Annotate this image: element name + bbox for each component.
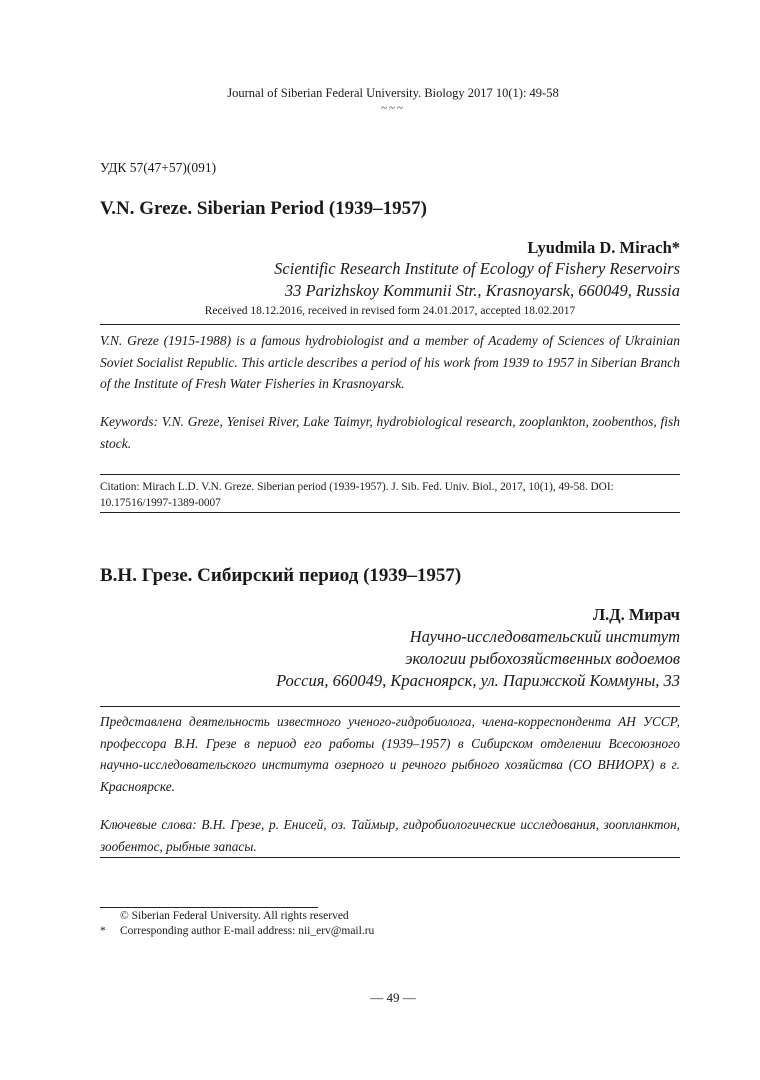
affiliation-ru-line2: экологии рыбохозяйственных водоемов <box>405 649 680 668</box>
affiliation-ru-line3: Россия, 660049, Красноярск, ул. Парижской Коммуны, 33 <box>276 671 680 690</box>
affiliation-ru <box>276 626 680 692</box>
footnote-corresponding <box>100 925 374 937</box>
udk-code: УДК 57(47+57)(091) <box>100 160 217 175</box>
footnote-star: * <box>100 925 106 937</box>
divider-ru-bottom <box>100 857 680 858</box>
header-ornament: ~~~ <box>381 102 405 114</box>
received-dates: Received 18.12.2016, received in revised form 24.01.2017, accepted 18.02.2017 <box>204 305 576 317</box>
author-name-ru: Л.Д. Мирач <box>592 605 680 624</box>
divider-citation-top <box>100 474 680 475</box>
footnote-email: Corresponding author E-mail address: nii_erv@mail.ru <box>120 925 375 937</box>
affiliation-en <box>274 258 680 302</box>
citation: Citation: Mirach L.D. V.N. Greze. Siberian period (1939-1957). J. Sib. Fed. Univ. Biol., 2017, 10(1), 49-58. DOI: 10.17516/1997-1389-0007 <box>100 481 614 509</box>
journal-header: Journal of Siberian Federal University. Biology 2017 10(1): 49-58 <box>227 86 559 100</box>
author-name-en: Lyudmila D. Mirach* <box>527 238 680 257</box>
keywords-ru: Ключевые слова: В.Н. Грезе, р. Енисей, оз. Таймыр, гидробиологические исследования, зоопланктон, зообентос, рыбные запасы. <box>100 817 680 854</box>
page-number: — 49 — <box>370 990 416 1005</box>
article-title-en: V.N. Greze. Siberian Period (1939–1957) <box>100 198 428 219</box>
affiliation-ru-line1: Научно-исследовательский институт <box>409 627 680 646</box>
affiliation-en-line2: 33 Parizhskoy Kommunii Str., Krasnoyarsk, 660049, Russia <box>284 281 680 300</box>
divider-ru-top <box>100 706 680 707</box>
abstract-en: V.N. Greze (1915-1988) is a famous hydrobiologist and a member of Academy of Sciences of Ukrainian Soviet Socialist Republic. This article describes a period of his work from 1939 to 1957 in Siberian Branch of the Institute of Fresh Water Fisheries in Krasnoyarsk. <box>100 333 680 391</box>
article-title-ru: В.Н. Грезе. Сибирский период (1939–1957) <box>100 565 462 586</box>
divider-citation-bottom <box>100 512 680 513</box>
keywords-en: Keywords: V.N. Greze, Yenisei River, Lake Taimyr, hydrobiological research, zooplankton, zoobenthos, fish stock. <box>100 414 680 451</box>
affiliation-en-line1: Scientific Research Institute of Ecology of Fishery Reservoirs <box>274 259 680 278</box>
footnote-divider <box>100 907 318 908</box>
divider-top <box>100 324 680 325</box>
footnote-copyright: © Siberian Federal University. All rights reserved <box>120 910 349 922</box>
abstract-ru: Представлена деятельность известного ученого-гидробиолога, члена-корреспондента АН УССР, профессора В.Н. Грезе в период его работы (1939–1957) в Сибирском отделении Всесоюзного научно-исследовательского института озерного и речного рыбного хозяйства (СО ВНИОРХ) в г. Красноярске. <box>100 714 680 794</box>
